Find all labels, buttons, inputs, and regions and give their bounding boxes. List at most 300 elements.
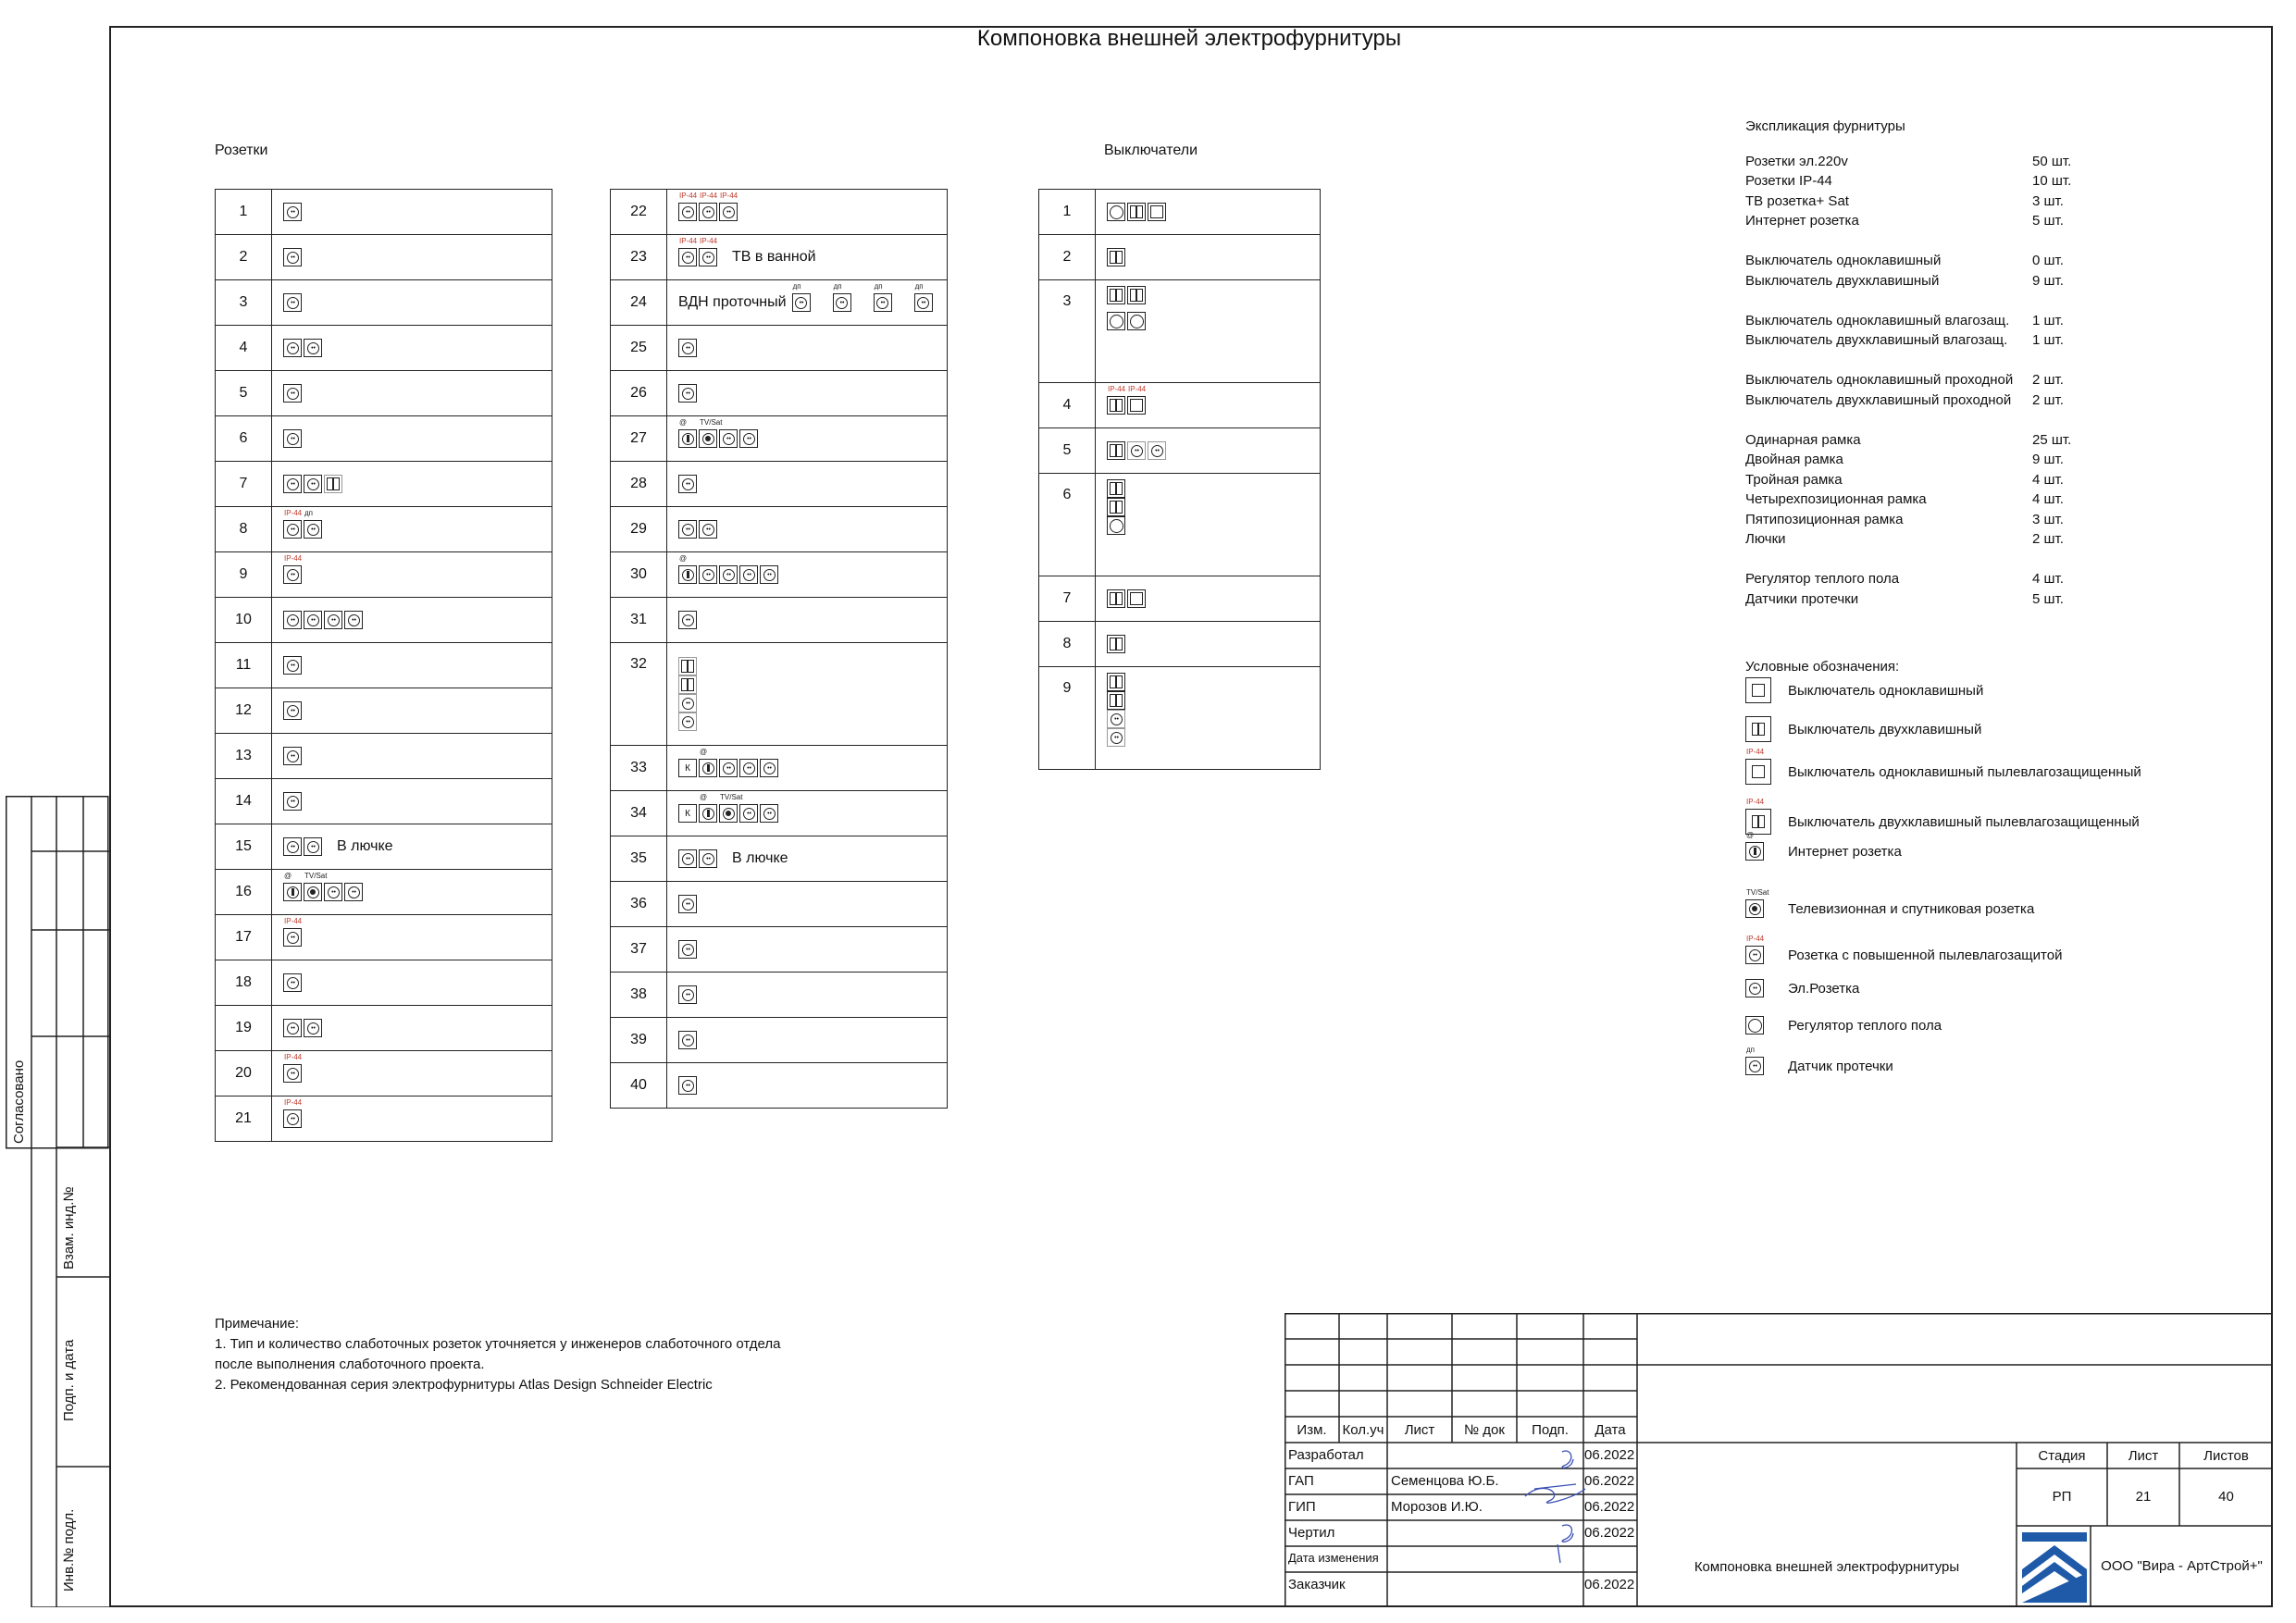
- socket-icon: [914, 282, 933, 312]
- row-symbols: [667, 643, 948, 746]
- stamp-header: Дата: [1595, 1422, 1626, 1438]
- symbol-mark: @: [679, 554, 688, 563]
- stamp-header: Подп.: [1532, 1422, 1569, 1438]
- row-symbols: [272, 824, 552, 870]
- symbol-group: [678, 1076, 947, 1095]
- stamp-name: Морозов И.Ю.: [1391, 1499, 1483, 1515]
- explication-item: Выключатель одноклавишный проходной: [1745, 372, 2014, 388]
- row-number: 11: [216, 643, 272, 688]
- socket-icon: [283, 973, 302, 992]
- legend: [1745, 659, 2264, 1103]
- socket-icon: [283, 384, 302, 403]
- legend-label: Датчик протечки: [1788, 1058, 1893, 1074]
- switch-row: [1039, 280, 1321, 383]
- socket-icon: [678, 1076, 697, 1095]
- explication-title: Экспликация фурнитуры: [1745, 118, 1905, 134]
- symbol-mark: TV/Sat: [700, 418, 723, 427]
- socket-icon: [678, 940, 697, 959]
- socket-icon: [719, 759, 738, 777]
- legend-item: [1745, 1016, 1942, 1035]
- row-symbols: [667, 552, 948, 598]
- socket-icon: [304, 611, 322, 629]
- switch-row: [1039, 667, 1321, 770]
- double-switch-icon: [678, 675, 697, 694]
- socket-row: [611, 507, 948, 552]
- legend-item: [1745, 677, 1983, 703]
- double-switch-icon: [1107, 441, 1125, 460]
- socket-row: [216, 462, 552, 507]
- row-number: 37: [611, 927, 667, 973]
- socket-icon: [678, 985, 697, 1004]
- row-symbols: [667, 927, 948, 973]
- company-name: ООО "Вира - АртСтрой+": [2101, 1558, 2263, 1574]
- symbol-mark: @: [700, 793, 708, 801]
- socket-row: [611, 973, 948, 1018]
- note-title: Примечание:: [215, 1316, 299, 1332]
- row-number: 6: [216, 416, 272, 462]
- explication-qty: 10 шт.: [2032, 173, 2072, 189]
- side-inv-orig: Инв.№ подл.: [61, 1508, 77, 1592]
- row-symbols: [667, 235, 948, 280]
- symbol-mark: @: [1746, 831, 1755, 839]
- socket-icon: [678, 712, 697, 731]
- explication-qty: 2 шт.: [2032, 531, 2064, 547]
- socket-icon: [283, 792, 302, 811]
- symbol-line: [1107, 479, 1320, 498]
- double-switch-icon: [1127, 286, 1146, 304]
- socket-icon: [739, 804, 758, 823]
- explication-item: Датчики протечки: [1745, 590, 1859, 607]
- row-symbols: [1096, 383, 1321, 428]
- explication: [1745, 117, 2072, 607]
- sockets-label: Розетки: [215, 142, 268, 158]
- explication-item: Лючки: [1745, 531, 1786, 547]
- symbol-mark: • • дп: [304, 509, 313, 517]
- ip44-mark: • • IP-44: [284, 917, 303, 925]
- legend-item: [1745, 798, 2140, 835]
- symbol-group: [678, 384, 947, 403]
- sheet-label: Лист: [2128, 1448, 2159, 1464]
- row-symbols: [1096, 235, 1321, 280]
- row-symbols: [667, 973, 948, 1018]
- stamp-header: № док: [1464, 1422, 1505, 1438]
- row-note: ВДН проточный: [678, 294, 787, 310]
- row-symbols: [272, 507, 552, 552]
- explication-item: Двойная рамка: [1745, 452, 1843, 467]
- row-number: 9: [216, 552, 272, 598]
- row-number: 14: [216, 779, 272, 824]
- symbol-group: [678, 849, 947, 868]
- legend-label: Эл.Розетка: [1788, 980, 1860, 997]
- symbol-mark: TV/Sat: [1746, 888, 1769, 897]
- symbol-group: [1107, 441, 1320, 460]
- socket-icon: [283, 475, 302, 493]
- legend-label: Выключатель двухклавишный пылевлагозащищенный: [1788, 813, 2140, 830]
- row-number: 38: [611, 973, 667, 1018]
- stamp-header: Лист: [1404, 1422, 1435, 1438]
- row-symbols: [272, 235, 552, 280]
- explication-qty: 4 шт.: [2032, 471, 2064, 488]
- socket-icon: [304, 339, 322, 357]
- row-symbols: [272, 688, 552, 734]
- row-symbols: [272, 1006, 552, 1051]
- socket-row: [611, 791, 948, 836]
- socket-icon: [699, 565, 717, 584]
- explication-qty: 25 шт.: [2032, 431, 2072, 448]
- symbol-mark: TV/Sat: [720, 793, 743, 801]
- row-symbols: [1096, 190, 1321, 235]
- double-switch-icon: [324, 475, 342, 493]
- symbol-group: [283, 656, 552, 675]
- row-number: 31: [611, 598, 667, 643]
- single-switch-icon: [1745, 748, 1771, 785]
- symbol-group: [283, 203, 552, 221]
- symbol-group: [678, 657, 947, 731]
- socket-row: [611, 836, 948, 882]
- socket-icon: [760, 804, 778, 823]
- floor-regulator-icon: [1107, 516, 1125, 535]
- double-switch-icon: [1107, 385, 1126, 415]
- symbol-group: [1107, 385, 1320, 415]
- row-symbols: [1096, 576, 1321, 622]
- row-number: 16: [216, 870, 272, 915]
- row-number: 30: [611, 552, 667, 598]
- switch-row: [1039, 190, 1321, 235]
- socket-icon: [283, 509, 303, 539]
- row-symbols: [667, 882, 948, 927]
- row-number: 7: [216, 462, 272, 507]
- row-symbols: [272, 734, 552, 779]
- socket-row: [216, 960, 552, 1006]
- stamp-date: 06.2022: [1584, 1447, 1635, 1463]
- row-number: 29: [611, 507, 667, 552]
- symbol-mark: @: [679, 418, 688, 427]
- symbol-group: [1107, 635, 1320, 653]
- socket-icon: [1127, 441, 1146, 460]
- symbol-group: [283, 973, 552, 992]
- socket-row: [216, 1006, 552, 1051]
- socket-icon: [324, 611, 342, 629]
- socket-icon: [344, 611, 363, 629]
- socket-icon: [719, 429, 738, 448]
- stamp-date: 06.2022: [1584, 1525, 1635, 1541]
- socket-icon: [678, 849, 697, 868]
- side-strip: [6, 796, 109, 1607]
- socket-icon: [283, 701, 302, 720]
- internet-socket-icon: [1745, 831, 1764, 861]
- ip44-mark: • • IP-44: [284, 1053, 303, 1061]
- row-note: В лючке: [337, 838, 393, 854]
- socket-icon: [283, 747, 302, 765]
- symbol-group: [283, 701, 552, 720]
- symbol-group: [678, 940, 947, 959]
- internet-socket-icon: [699, 793, 717, 823]
- row-symbols: [667, 416, 948, 462]
- socket-row: [611, 746, 948, 791]
- title-block: [1285, 1313, 2273, 1607]
- k-box-icon: К: [678, 759, 697, 777]
- socket-row: [611, 1063, 948, 1109]
- drawing-title: Компоновка внешней электрофурнитуры: [1694, 1559, 1960, 1575]
- socket-icon: [739, 429, 758, 448]
- symbol-group: [678, 611, 947, 629]
- row-number: 5: [1039, 428, 1096, 474]
- legend-label: Выключатель одноклавишный: [1788, 682, 1984, 699]
- explication-qty: 2 шт.: [2032, 372, 2064, 388]
- explication-qty: 1 шт.: [2032, 332, 2064, 348]
- row-number: 35: [611, 836, 667, 882]
- row-symbols: [272, 371, 552, 416]
- legend-item: [1745, 1046, 1893, 1075]
- socket-row: [216, 779, 552, 824]
- socket-icon: [324, 883, 342, 901]
- socket-row: [216, 280, 552, 326]
- symbol-mark: • • дп: [792, 282, 801, 291]
- tv-socket-icon: [1745, 888, 1769, 918]
- symbol-line: [1107, 286, 1320, 304]
- stamp-header: Кол.уч: [1342, 1422, 1384, 1438]
- socket-icon: [678, 895, 697, 913]
- row-number: 9: [1039, 667, 1096, 770]
- socket-icon: [678, 475, 697, 493]
- explication-qty: 2 шт.: [2032, 391, 2064, 408]
- row-note: ТВ в ванной: [732, 249, 816, 265]
- symbol-group: [678, 237, 947, 266]
- socket-icon: [283, 1098, 303, 1128]
- symbol-group: [678, 339, 947, 357]
- socket-icon: [678, 611, 697, 629]
- symbol-group: [678, 748, 947, 777]
- symbol-group: [678, 895, 947, 913]
- explication-item: ТВ розетка+ Sat: [1745, 192, 1849, 209]
- row-symbols: [1096, 280, 1321, 383]
- row-symbols: [272, 1096, 552, 1142]
- stage-value: РП: [2052, 1489, 2072, 1505]
- symbol-line: [1107, 691, 1320, 710]
- legend-item: [1745, 888, 2035, 918]
- symbol-mark: @: [284, 872, 292, 880]
- socket-icon: [678, 520, 697, 539]
- ip44-mark: • • IP-44: [700, 192, 718, 200]
- row-symbols: [667, 836, 948, 882]
- socket-row: [216, 326, 552, 371]
- switch-row: [1039, 428, 1321, 474]
- legend-label: Регулятор теплого пола: [1788, 1017, 1942, 1034]
- socket-icon: [792, 282, 811, 312]
- symbol-group: [678, 1031, 947, 1049]
- explication-item: Пятипозиционная рамка: [1745, 511, 1904, 527]
- symbol-group: [283, 475, 552, 493]
- socket-icon: [283, 611, 302, 629]
- switches-label: Выключатели: [1104, 142, 1198, 158]
- socket-row: [216, 416, 552, 462]
- row-symbols: [667, 746, 948, 791]
- side-inv-replace: Взам. инд.№: [61, 1186, 77, 1270]
- row-number: 10: [216, 598, 272, 643]
- row-number: 13: [216, 734, 272, 779]
- row-symbols: [667, 791, 948, 836]
- row-number: 6: [1039, 474, 1096, 576]
- symbol-line: [1107, 385, 1320, 415]
- note-line-3: 2. Рекомендованная серия электрофурнитуры Atlas Design Schneider Electric: [215, 1377, 713, 1393]
- row-note: В лючке: [732, 850, 788, 866]
- stamp-role: ГИП: [1288, 1499, 1316, 1515]
- socket-icon: [760, 759, 778, 777]
- note-line-1: 1. Тип и количество слаботочных розеток уточняется у инженеров слаботочного отдела: [215, 1336, 781, 1352]
- company-logo: [2020, 1529, 2089, 1604]
- explication-item: Регулятор теплого пола: [1745, 571, 1900, 587]
- socket-icon: [760, 565, 778, 584]
- symbol-line: [1107, 635, 1320, 653]
- ip44-mark: • • IP-44: [284, 554, 303, 563]
- ip44-mark: • • IP-44: [679, 192, 698, 200]
- symbol-line: [1107, 248, 1320, 266]
- explication-item: Тройная рамка: [1745, 471, 1843, 488]
- stamp-role: Разработал: [1288, 1447, 1364, 1463]
- internet-socket-icon: [699, 748, 717, 777]
- ip44-mark: • • IP-44: [1746, 935, 1765, 943]
- double-switch-icon: [1745, 716, 1771, 742]
- socket-icon: [739, 565, 758, 584]
- explication-item: Розетки IP-44: [1745, 173, 1832, 189]
- explication-qty: 4 шт.: [2032, 571, 2064, 587]
- symbol-group: [678, 520, 947, 539]
- socket-icon: [283, 656, 302, 675]
- symbol-line: [1107, 673, 1320, 691]
- row-symbols: [667, 507, 948, 552]
- row-symbols: [272, 416, 552, 462]
- symbol-group: [1107, 280, 1320, 330]
- row-number: 4: [216, 326, 272, 371]
- socket-icon: [283, 248, 302, 266]
- symbol-group: [678, 192, 947, 221]
- socket-icon: [283, 1053, 303, 1083]
- socket-row: [611, 371, 948, 416]
- floor-regulator-icon: [1107, 312, 1125, 330]
- row-symbols: [272, 462, 552, 507]
- row-symbols: [1096, 428, 1321, 474]
- socket-icon: [344, 883, 363, 901]
- row-symbols: [272, 552, 552, 598]
- legend-label: Выключатель одноклавишный пылевлагозащищенный: [1788, 763, 2141, 780]
- socket-row: [611, 643, 948, 746]
- row-number: 3: [1039, 280, 1096, 383]
- double-switch-icon: [1107, 286, 1125, 304]
- ip44-mark: • • IP-44: [679, 237, 698, 245]
- socket-row: [611, 326, 948, 371]
- single-switch-icon: [1148, 203, 1166, 221]
- socket-row: [611, 190, 948, 235]
- stamp-role: Заказчик: [1288, 1577, 1346, 1592]
- floor-regulator-icon: [1107, 203, 1125, 221]
- single-switch-icon: [1745, 677, 1771, 703]
- row-symbols: [272, 915, 552, 960]
- socket-icon: [304, 1019, 322, 1037]
- ip44-mark: • • IP-44: [284, 1098, 303, 1107]
- row-symbols: [272, 598, 552, 643]
- row-number: 40: [611, 1063, 667, 1109]
- switch-row: [1039, 622, 1321, 667]
- side-agreed: Согласовано: [11, 1059, 27, 1144]
- symbol-group: [1107, 203, 1320, 221]
- stage-label: Стадия: [2038, 1448, 2086, 1464]
- row-symbols: [667, 1063, 948, 1109]
- socket-icon: [1107, 728, 1125, 747]
- row-number: 36: [611, 882, 667, 927]
- socket-row: [216, 598, 552, 643]
- socket-icon: [699, 192, 718, 221]
- legend-label: Интернет розетка: [1788, 843, 1902, 860]
- switch-row: [1039, 576, 1321, 622]
- socket-icon: [283, 554, 303, 584]
- explication-item: Интернет розетка: [1745, 213, 1859, 229]
- row-symbols: [1096, 622, 1321, 667]
- socket-icon: [678, 694, 697, 712]
- double-switch-icon: [1107, 635, 1125, 653]
- double-switch-icon: [1107, 673, 1125, 691]
- row-number: 23: [611, 235, 667, 280]
- internet-socket-icon: [678, 554, 697, 584]
- symbol-group: [1107, 474, 1320, 535]
- legend-label: Розетка с повышенной пылевлагозащитой: [1788, 947, 2063, 963]
- symbol-group: [283, 384, 552, 403]
- row-number: 18: [216, 960, 272, 1006]
- socket-row: [216, 1051, 552, 1096]
- explication-qty: 50 шт.: [2032, 153, 2072, 169]
- switches-table: [1038, 189, 1321, 770]
- symbol-mark: @: [700, 748, 708, 756]
- sheets-label: Листов: [2203, 1448, 2249, 1464]
- socket-icon: [283, 917, 303, 947]
- k-box-icon: К: [678, 804, 697, 823]
- row-number: 2: [1039, 235, 1096, 280]
- socket-icon: [283, 203, 302, 221]
- socket-row: [611, 598, 948, 643]
- explication-item: Выключатель двухклавишный: [1745, 272, 1940, 289]
- socket-row: [216, 824, 552, 870]
- symbol-mark: • • дп: [1746, 1046, 1755, 1054]
- row-number: 8: [216, 507, 272, 552]
- row-number: 5: [216, 371, 272, 416]
- row-number: 21: [216, 1096, 272, 1142]
- row-symbols: [1096, 474, 1321, 576]
- symbol-group: [283, 872, 552, 901]
- socket-row: [611, 280, 948, 326]
- socket-row: [611, 1018, 948, 1063]
- symbol-group: [283, 917, 552, 947]
- stamp-role: Дата изменения: [1288, 1551, 1379, 1565]
- socket-icon: [678, 1031, 697, 1049]
- legend-item: [1745, 935, 2063, 964]
- socket-icon: [283, 339, 302, 357]
- socket-icon: [719, 192, 738, 221]
- row-symbols: [667, 462, 948, 507]
- row-symbols: [667, 326, 948, 371]
- symbol-line: [1107, 498, 1320, 516]
- tv-socket-icon: [304, 872, 328, 901]
- row-symbols: [1096, 667, 1321, 770]
- row-symbols: [272, 779, 552, 824]
- row-number: 27: [611, 416, 667, 462]
- socket-icon: [283, 837, 302, 856]
- symbol-line: [1107, 728, 1320, 747]
- socket-icon: [699, 849, 717, 868]
- symbol-mark: • • дп: [833, 282, 842, 291]
- explication-item: Выключатель одноклавишный влагозащ.: [1745, 312, 2010, 328]
- explication-qty: 1 шт.: [2032, 312, 2064, 328]
- tv-socket-icon: [699, 418, 723, 448]
- stamp-date: 06.2022: [1584, 1473, 1635, 1489]
